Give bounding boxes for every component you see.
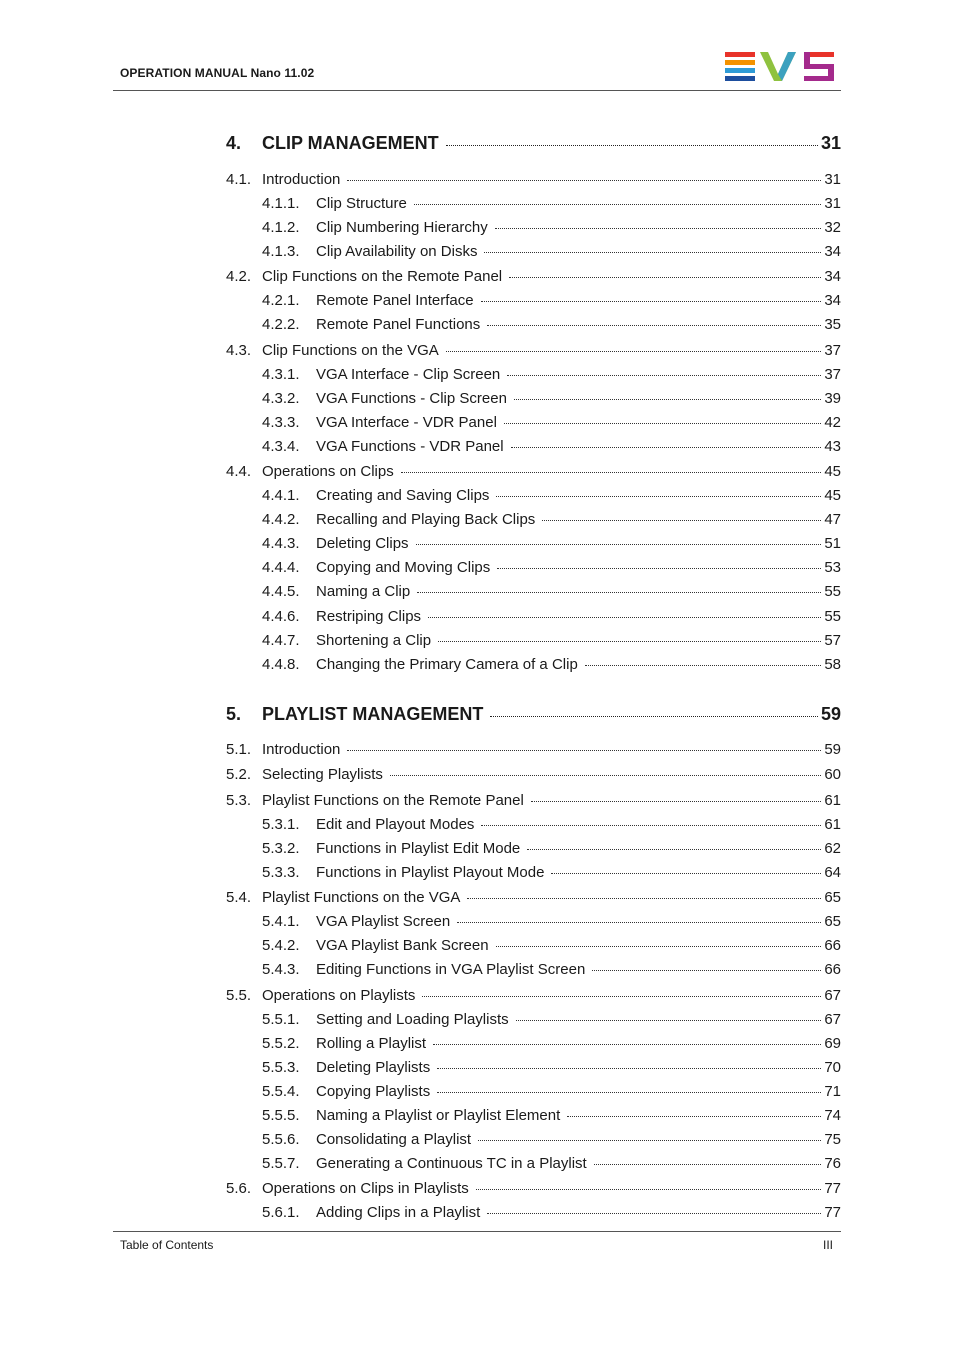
toc-dot-leader [507,375,821,376]
toc-entry-page: 77 [824,1204,841,1221]
toc-dot-leader [401,472,822,473]
toc-dot-leader [446,145,818,146]
toc-entry-page: 34 [824,268,841,285]
toc-entry-title: Introduction [262,741,341,758]
toc-entry-title: Selecting Playlists [262,766,383,783]
toc-entry-number: 4.3. [226,342,252,359]
toc-entry-sub[interactable] [226,582,841,602]
toc-entry-number: 4.2.2. [262,316,300,333]
toc-entry-chapter[interactable] [226,133,841,153]
toc-entry-page: 31 [820,133,841,153]
toc-entry-page: 31 [824,171,841,188]
toc-entry-section[interactable] [226,462,841,482]
toc-entry-number: 5.3. [226,792,252,809]
toc-entry-number: 4.1.3. [262,243,300,260]
toc-dot-leader [496,496,821,497]
toc-entry-title: Shortening a Clip [316,632,432,649]
toc-dot-leader [504,423,821,424]
toc-entry-page: 34 [824,292,841,309]
toc-dot-leader [592,970,821,971]
toc-entry-title: Clip Structure [316,195,407,212]
toc-entry-title: Copying Playlists [316,1083,431,1100]
toc-entry-number: 4.4.8. [262,656,300,673]
toc-entry-title: Copying and Moving Clips [316,559,491,576]
toc-entry-page: 58 [824,656,841,673]
toc-entry-section[interactable] [226,170,841,190]
toc-entry-title: Recalling and Playing Back Clips [316,511,536,528]
toc-entry-sub[interactable] [226,1010,841,1030]
toc-entry-title: Setting and Loading Playlists [316,1011,509,1028]
toc-entry-title: Edit and Playout Modes [316,816,475,833]
toc-entry-page: 59 [824,741,841,758]
toc-entry-number: 4.4.7. [262,632,300,649]
toc-entry-page: 66 [824,937,841,954]
toc-entry-title: Clip Functions on the VGA [262,342,439,359]
toc-entry-title: Functions in Playlist Playout Mode [316,864,545,881]
toc-entry-title: VGA Playlist Screen [316,913,451,930]
toc-entry-sub[interactable] [226,413,841,433]
toc-dot-leader [347,180,821,181]
toc-dot-leader [416,544,822,545]
toc-entry-sub[interactable] [226,936,841,956]
footer-section-name: Table of Contents [120,1238,214,1252]
toc-entry-number: 4.1. [226,171,252,188]
toc-entry-page: 71 [824,1083,841,1100]
toc-entry-number: 5.6.1. [262,1204,300,1221]
toc-entry-sub[interactable] [226,1058,841,1078]
toc-entry-sub[interactable] [226,1154,841,1174]
toc-entry-page: 70 [824,1059,841,1076]
toc-dot-leader [484,252,821,253]
toc-entry-page: 62 [824,840,841,857]
toc-entry-page: 59 [820,704,841,724]
toc-entry-title: Deleting Clips [316,535,409,552]
toc-entry-sub[interactable] [226,194,841,214]
toc-entry-page: 51 [824,535,841,552]
toc-entry-page: 74 [824,1107,841,1124]
toc-entry-number: 4.3.3. [262,414,300,431]
toc-dot-leader [497,568,821,569]
toc-entry-sub[interactable] [226,365,841,385]
toc-entry-sub[interactable] [226,510,841,530]
toc-entry-sub[interactable] [226,607,841,627]
toc-entry-number: 5.5.5. [262,1107,300,1124]
toc-entry-number: 4.2.1. [262,292,300,309]
toc-entry-number: 4.3.1. [262,366,300,383]
toc-entry-section[interactable] [226,888,841,908]
toc-entry-number: 4. [226,133,242,153]
toc-entry-title: VGA Interface - Clip Screen [316,366,501,383]
toc-entry-title: Remote Panel Interface [316,292,474,309]
toc-entry-number: 5.5. [226,987,252,1004]
toc-entry-title: Functions in Playlist Edit Mode [316,840,521,857]
toc-dot-leader [433,1044,821,1045]
toc-dot-leader [531,801,822,802]
toc-entry-number: 5.5.2. [262,1035,300,1052]
toc-entry-number: 5.4. [226,889,252,906]
toc-entry-page: 37 [824,366,841,383]
toc-dot-leader [457,922,821,923]
toc-dot-leader [390,775,821,776]
toc-entry-sub[interactable] [226,291,841,311]
toc-entry-title: Clip Functions on the Remote Panel [262,268,503,285]
toc-entry-section[interactable] [226,267,841,287]
toc-entry-number: 5.4.2. [262,937,300,954]
toc-dot-leader [347,750,821,751]
toc-dot-leader [478,1140,821,1141]
toc-dot-leader [428,617,821,618]
toc-entry-number: 4.1.2. [262,219,300,236]
toc-entry-page: 35 [824,316,841,333]
toc-entry-page: 45 [824,463,841,480]
toc-entry-section[interactable] [226,765,841,785]
toc-entry-title: Restriping Clips [316,608,422,625]
toc-entry-page: 37 [824,342,841,359]
toc-entry-number: 4.1.1. [262,195,300,212]
toc-entry-page: 66 [824,961,841,978]
toc-entry-section[interactable] [226,740,841,760]
toc-dot-leader [516,1020,822,1021]
toc-entry-page: 60 [824,766,841,783]
toc-entry-title: VGA Interface - VDR Panel [316,414,497,431]
toc-entry-number: 4.4.2. [262,511,300,528]
toc-dot-leader [467,898,821,899]
toc-dot-leader [476,1189,822,1190]
toc-dot-leader [551,873,821,874]
toc-entry-page: 43 [824,438,841,455]
toc-entry-title: Naming a Clip [316,583,411,600]
toc-entry-page: 61 [824,816,841,833]
toc-entry-page: 55 [824,583,841,600]
toc-entry-sub[interactable] [226,242,841,262]
toc-entry-title: Playlist Functions on the VGA [262,889,461,906]
toc-entry-number: 5.5.4. [262,1083,300,1100]
toc-dot-leader [496,946,822,947]
toc-dot-leader [414,204,821,205]
toc-entry-page: 64 [824,864,841,881]
toc-dot-leader [437,1092,821,1093]
toc-dot-leader [422,996,821,997]
toc-entry-page: 42 [824,414,841,431]
toc-entry-number: 4.4.3. [262,535,300,552]
toc-entry-title: Editing Functions in VGA Playlist Screen [316,961,586,978]
toc-entry-number: 4.4. [226,463,252,480]
toc-entry-title: VGA Functions - Clip Screen [316,390,507,407]
toc-entry-page: 31 [824,195,841,212]
toc-entry-title: Deleting Playlists [316,1059,431,1076]
toc-entry-title: Changing the Primary Camera of a Clip [316,656,578,673]
toc-entry-page: 34 [824,243,841,260]
toc-entry-number: 5. [226,704,242,724]
toc-dot-leader [417,592,821,593]
toc-entry-sub[interactable] [226,1034,841,1054]
toc-entry-number: 5.3.3. [262,864,300,881]
toc-entry-title: Operations on Playlists [262,987,416,1004]
toc-entry-page: 57 [824,632,841,649]
toc-entry-page: 77 [824,1180,841,1197]
toc-entry-number: 5.5.3. [262,1059,300,1076]
toc-entry-sub[interactable] [226,631,841,651]
toc-entry-number: 5.5.6. [262,1131,300,1148]
toc-entry-sub[interactable] [226,1130,841,1150]
toc-entry-number: 5.6. [226,1180,252,1197]
toc-entry-number: 4.3.4. [262,438,300,455]
toc-dot-leader [495,228,822,229]
toc-entry-page: 45 [824,487,841,504]
toc-entry-title: Consolidating a Playlist [316,1131,472,1148]
toc-entry-page: 76 [824,1155,841,1172]
toc-entry-page: 65 [824,889,841,906]
toc-entry-page: 75 [824,1131,841,1148]
header-title: OPERATION MANUAL Nano 11.02 [120,66,315,80]
toc-entry-number: 4.4.6. [262,608,300,625]
footer-divider [113,1231,841,1232]
toc-dot-leader [527,849,821,850]
toc-entry-title: Generating a Continuous TC in a Playlist [316,1155,587,1172]
toc-entry-page: 61 [824,792,841,809]
toc-dot-leader [438,641,821,642]
toc-entry-section[interactable] [226,1179,841,1199]
toc-entry-sub[interactable] [226,655,841,675]
toc-entry-sub[interactable] [226,815,841,835]
toc-entry-page: 67 [824,987,841,1004]
toc-entry-number: 5.3.1. [262,816,300,833]
toc-entry-title: PLAYLIST MANAGEMENT [262,704,484,724]
toc-dot-leader [481,301,822,302]
toc-entry-sub[interactable] [226,486,841,506]
toc-entry-number: 5.4.1. [262,913,300,930]
toc-entry-page: 69 [824,1035,841,1052]
toc-dot-leader [437,1068,821,1069]
toc-entry-sub[interactable] [226,960,841,980]
toc-entry-title: Clip Numbering Hierarchy [316,219,488,236]
toc-entry-title: Operations on Clips [262,463,394,480]
toc-dot-leader [567,1116,821,1117]
toc-entry-page: 53 [824,559,841,576]
toc-entry-title: Playlist Functions on the Remote Panel [262,792,524,809]
toc-dot-leader [514,399,821,400]
toc-entry-number: 5.2. [226,766,252,783]
toc-entry-page: 39 [824,390,841,407]
toc-entry-title: CLIP MANAGEMENT [262,133,439,153]
toc-entry-sub[interactable] [226,534,841,554]
toc-dot-leader [490,716,818,717]
toc-entry-title: Creating and Saving Clips [316,487,490,504]
toc-entry-page: 55 [824,608,841,625]
toc-entry-title: Clip Availability on Disks [316,243,478,260]
toc-entry-title: Operations on Clips in Playlists [262,1180,469,1197]
toc-entry-sub[interactable] [226,1106,841,1126]
toc-entry-section[interactable] [226,341,841,361]
toc-entry-title: Remote Panel Functions [316,316,481,333]
toc-entry-number: 4.2. [226,268,252,285]
toc-dot-leader [487,325,821,326]
toc-dot-leader [509,277,821,278]
toc-entry-section[interactable] [226,791,841,811]
toc-dot-leader [481,825,821,826]
toc-entry-title: Naming a Playlist or Playlist Element [316,1107,561,1124]
toc-entry-page: 65 [824,913,841,930]
toc-entry-title: Adding Clips in a Playlist [316,1204,481,1221]
toc-entry-number: 5.1. [226,741,252,758]
toc-dot-leader [594,1164,822,1165]
toc-entry-title: VGA Functions - VDR Panel [316,438,504,455]
toc-entry-sub[interactable] [226,839,841,859]
toc-entry-sub[interactable] [226,218,841,238]
toc-entry-sub[interactable] [226,558,841,578]
toc-entry-section[interactable] [226,986,841,1006]
toc-entry-sub[interactable] [226,1082,841,1102]
toc-entry-page: 47 [824,511,841,528]
toc-dot-leader [446,351,822,352]
toc-entry-number: 4.4.5. [262,583,300,600]
toc-entry-number: 5.5.1. [262,1011,300,1028]
toc-entry-number: 5.4.3. [262,961,300,978]
toc-entry-title: Introduction [262,171,341,188]
toc-entry-page: 67 [824,1011,841,1028]
toc-dot-leader [542,520,821,521]
toc-entry-sub[interactable] [226,437,841,457]
toc-dot-leader [585,665,822,666]
toc-entry-sub[interactable] [226,389,841,409]
toc-entry-sub[interactable] [226,1203,841,1223]
toc-dot-leader [487,1213,821,1214]
toc-entry-number: 4.4.1. [262,487,300,504]
toc-entry-number: 5.3.2. [262,840,300,857]
toc-entry-sub[interactable] [226,863,841,883]
toc-entry-sub[interactable] [226,315,841,335]
toc-entry-chapter[interactable] [226,704,841,724]
toc-entry-sub[interactable] [226,912,841,932]
footer-page-number: III [822,1238,833,1252]
toc-entry-number: 4.3.2. [262,390,300,407]
toc-entry-number: 5.5.7. [262,1155,300,1172]
toc-entry-title: Rolling a Playlist [316,1035,427,1052]
toc-entry-page: 32 [824,219,841,236]
toc-entry-number: 4.4.4. [262,559,300,576]
toc-dot-leader [511,447,822,448]
toc-entry-title: VGA Playlist Bank Screen [316,937,489,954]
